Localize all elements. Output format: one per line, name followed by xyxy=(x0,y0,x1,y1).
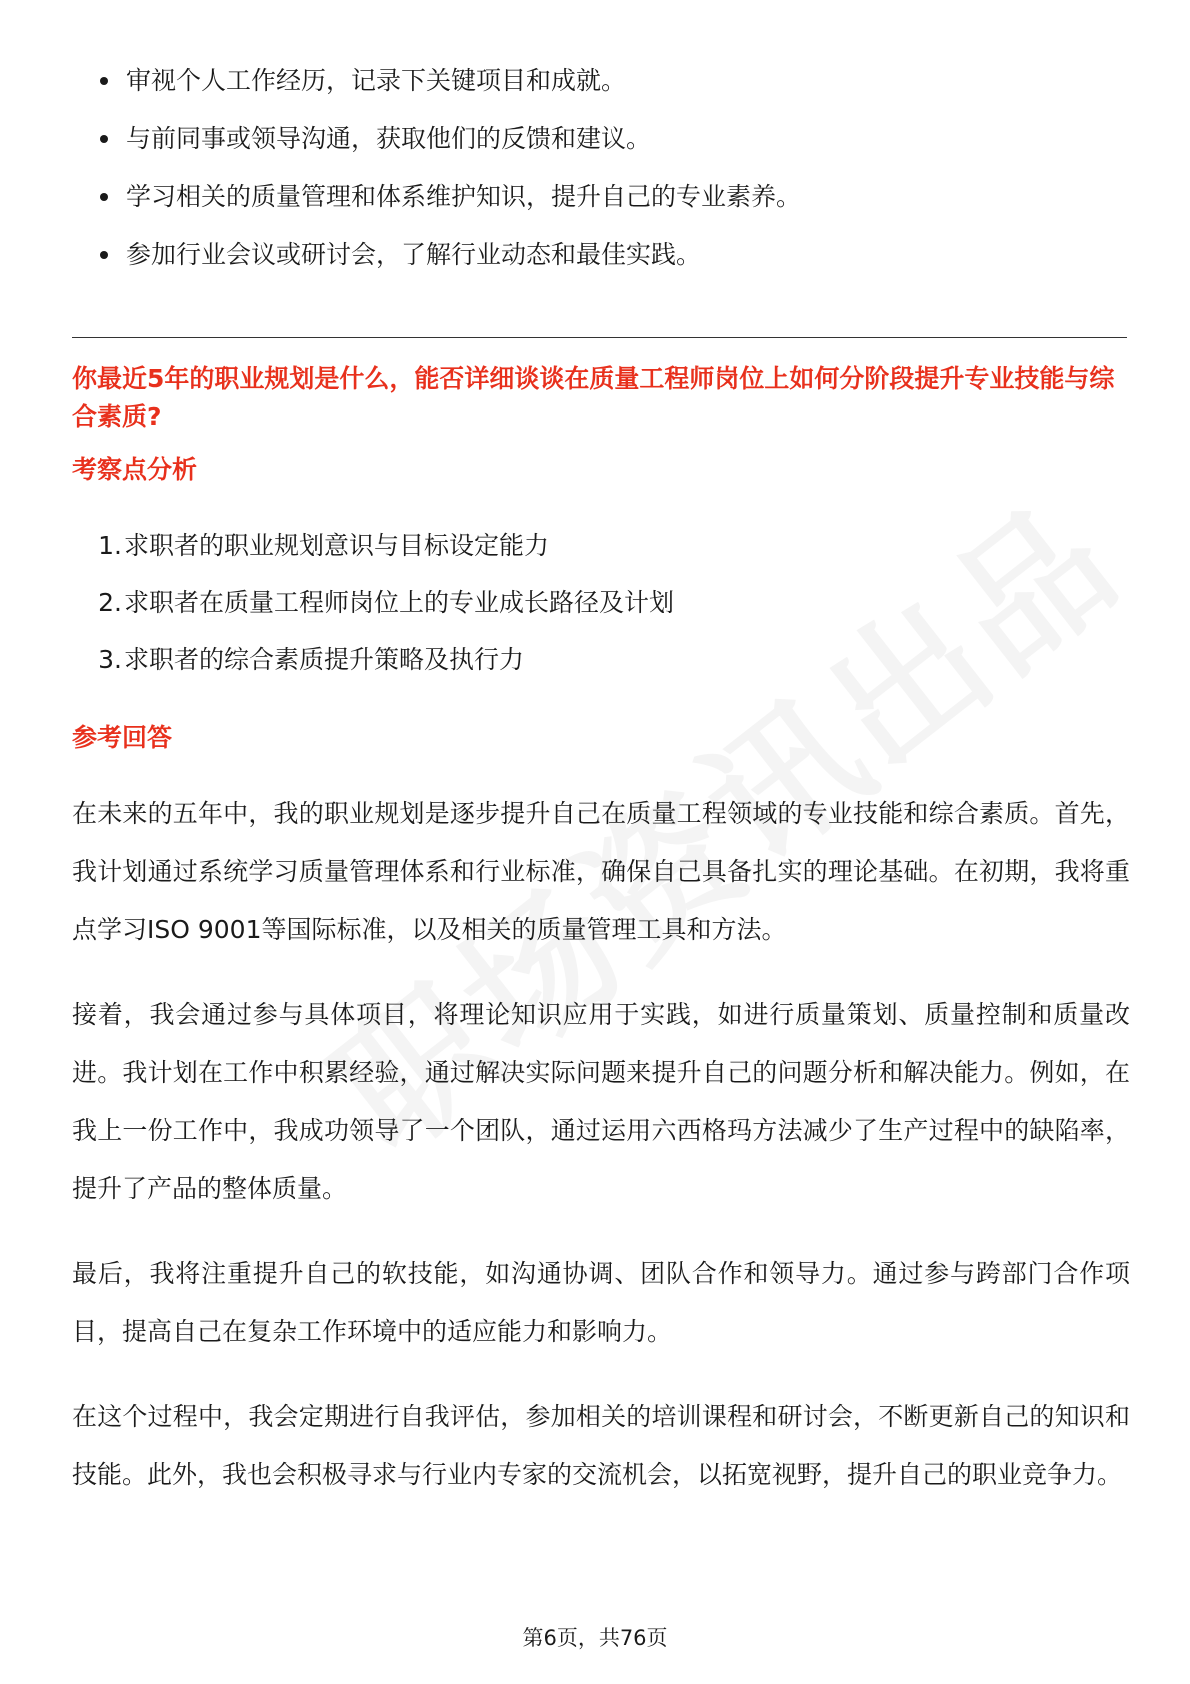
item-text: 求职者的职业规划意识与目标设定能力 xyxy=(124,531,550,560)
answer-paragraph: 在这个过程中，我会定期进行自我评估，参加相关的培训课程和研讨会，不断更新自己的知识和技能。此外，我也会积极寻求与行业内专家的交流机会，以拓宽视野，提升自己的职业竞争力。 xyxy=(72,1402,1130,1489)
item-number: 1. xyxy=(98,531,122,560)
analysis-list xyxy=(0,517,674,688)
answer-body xyxy=(72,785,1130,1531)
question-heading: 你最近5年的职业规划是什么，能否详细谈谈在质量工程师岗位上如何分阶段提升专业技能与综合素质? xyxy=(72,364,1115,431)
bullet-item: 与前同事或领导沟通，获取他们的反馈和建议。 xyxy=(0,110,801,168)
analysis-item xyxy=(0,517,674,574)
analysis-item xyxy=(0,574,674,631)
bullet-list xyxy=(0,52,801,284)
section-divider xyxy=(72,337,1127,338)
analysis-item xyxy=(0,631,674,688)
page-footer: 第6页，共76页 xyxy=(522,1626,668,1650)
item-number: 3. xyxy=(98,645,122,674)
bullet-item: 参加行业会议或研讨会，了解行业动态和最佳实践。 xyxy=(0,226,801,284)
bullet-item: 学习相关的质量管理和体系维护知识，提升自己的专业素养。 xyxy=(0,168,801,226)
analysis-heading: 考察点分析 xyxy=(72,455,198,484)
answer-paragraph: 在未来的五年中，我的职业规划是逐步提升自己在质量工程领域的专业技能和综合素质。首先，我计划通过系统学习质量管理体系和行业标准，确保自己具备扎实的理论基础。在初期，我将重点学习ISO 9001等国际标准，以及相关的质量管理工具和方法。 xyxy=(72,799,1130,944)
answer-heading: 参考回答 xyxy=(72,723,173,752)
answer-paragraph: 接着，我会通过参与具体项目，将理论知识应用于实践，如进行质量策划、质量控制和质量改进。我计划在工作中积累经验，通过解决实际问题来提升自己的问题分析和解决能力。例如，在我上一份工作中，我成功领导了一个团队，通过运用六西格玛方法减少了生产过程中的缺陷率，提升了产品的整体质量。 xyxy=(72,1000,1130,1203)
item-text: 求职者的综合素质提升策略及执行力 xyxy=(124,645,525,674)
answer-paragraph: 最后，我将注重提升自己的软技能，如沟通协调、团队合作和领导力。通过参与跨部门合作项目，提高自己在复杂工作环境中的适应能力和影响力。 xyxy=(72,1259,1130,1346)
bullet-item: 审视个人工作经历，记录下关键项目和成就。 xyxy=(0,52,801,110)
item-number: 2. xyxy=(98,588,122,617)
item-text: 求职者在质量工程师岗位上的专业成长路径及计划 xyxy=(124,588,675,617)
